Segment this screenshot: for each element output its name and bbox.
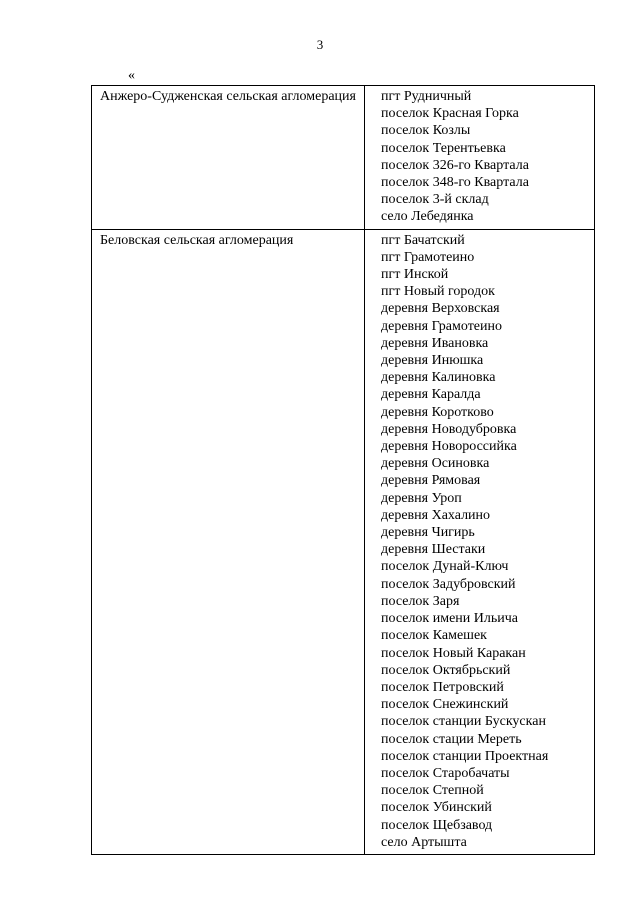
- settlement-item: поселок Снежинский: [381, 697, 509, 713]
- settlement-item: пгт Новый городок: [381, 284, 495, 300]
- settlement-item: пгт Инской: [381, 267, 449, 283]
- settlement-item: поселок Терентьевка: [381, 140, 506, 156]
- settlement-item: поселок 3-й склад: [381, 192, 489, 208]
- settlement-item: село Лебедянка: [381, 209, 474, 225]
- settlement-item: деревня Верховская: [381, 301, 500, 317]
- page-number: 3: [316, 37, 324, 52]
- settlement-item: поселок Щебзавод: [381, 817, 493, 833]
- settlements-table: [91, 85, 595, 855]
- settlement-item: поселок Убинский: [381, 800, 492, 816]
- settlement-item: поселок Заря: [381, 593, 460, 609]
- settlements-list-cell: [365, 86, 595, 230]
- table-row-belovo: [92, 229, 595, 854]
- settlement-item: поселок Старобачаты: [381, 765, 510, 781]
- settlement-item: поселок Степной: [381, 783, 484, 799]
- settlement-item: поселок Красная Горка: [381, 106, 519, 122]
- table-row-anzhero-sudzhensk: [92, 86, 595, 230]
- settlement-item: поселок Козлы: [381, 123, 471, 139]
- settlement-item: пгт Бачатский: [381, 232, 465, 248]
- settlement-item: деревня Грамотеино: [381, 318, 503, 334]
- settlement-item: пгт Грамотеино: [381, 249, 475, 265]
- settlement-item: деревня Рямовая: [381, 473, 481, 489]
- settlement-item: деревня Каралда: [381, 387, 481, 403]
- settlement-item: деревня Новодубровка: [381, 421, 517, 437]
- settlement-item: поселок станции Бускускан: [381, 714, 546, 730]
- settlement-item: поселок Петровский: [381, 679, 504, 695]
- settlement-item: деревня Новороссийка: [381, 439, 517, 455]
- settlement-item: село Артышта: [381, 834, 467, 850]
- settlement-item: поселок Камешек: [381, 628, 487, 644]
- settlement-item: деревня Инюшка: [381, 353, 484, 369]
- settlement-item: деревня Чигирь: [381, 525, 475, 541]
- settlement-item: деревня Коротково: [381, 404, 494, 420]
- settlement-item: поселок Дунай-Ключ: [381, 559, 509, 575]
- settlement-item: поселок Задубровский: [381, 576, 516, 592]
- settlements-list-cell: [365, 229, 595, 854]
- settlement-item: поселок имени Ильича: [381, 611, 519, 627]
- settlement-item: деревня Шестаки: [381, 542, 486, 558]
- settlement-item: поселок 348-го Квартала: [381, 175, 529, 191]
- settlement-item: поселок Новый Каракан: [381, 645, 526, 661]
- agglomeration-name-cell: Беловская сельская агломерация: [92, 229, 365, 854]
- opening-quote-mark: «: [128, 68, 135, 83]
- settlement-item: деревня Хахалино: [381, 507, 491, 523]
- settlement-item: деревня Уроп: [381, 490, 462, 506]
- settlement-item: деревня Ивановка: [381, 335, 489, 351]
- settlement-item: поселок Октябрьский: [381, 662, 511, 678]
- settlements-table-body: [92, 86, 595, 855]
- settlement-item: пгт Рудничный: [381, 89, 472, 104]
- settlement-item: поселок 326-го Квартала: [381, 157, 529, 173]
- settlement-item: деревня Калиновка: [381, 370, 496, 386]
- settlement-item: деревня Осиновка: [381, 456, 490, 472]
- agglomeration-name-cell: Анжеро-Судженская сельская агломерация: [92, 86, 365, 230]
- settlement-item: поселок станции Проектная: [381, 748, 549, 764]
- settlement-item: поселок стации Мереть: [381, 731, 522, 747]
